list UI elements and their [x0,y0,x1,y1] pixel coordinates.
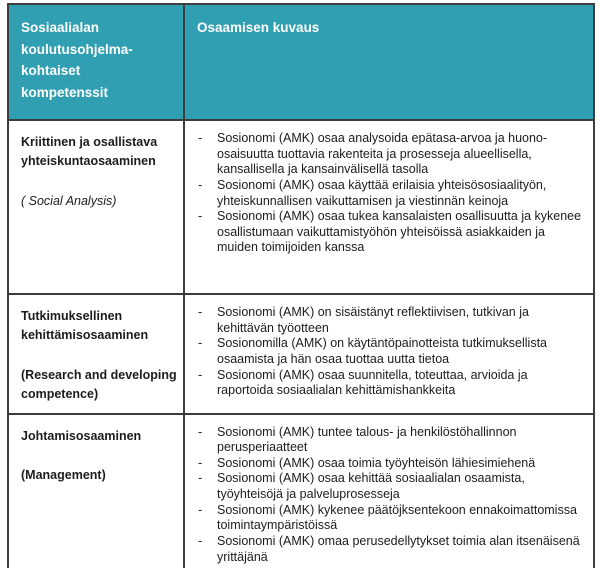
competence-title: Johtamisosaaminen [21,428,142,443]
table-row-social-analysis [8,120,594,294]
competence-cell [8,294,184,414]
bullet-list [185,425,589,566]
bullet-marker: - [198,367,203,382]
header-cell-competences: Sosiaalialan koulutusohjelma-kohtaiset kompetenssit [8,4,184,120]
bullet-text: Sosionomi (AMK) omaa perusedellytykset toimia alan itsenäisenä yrittäjänä [217,533,580,564]
bullet-text: Sosionomi (AMK) kykenee päätöjksentekoon ennakoimattomissa toimintaympäristöissä [217,502,577,533]
bullet-item [185,131,589,178]
bullet-marker: - [198,455,203,470]
bullet-text: Sosionomi (AMK) osaa suunnitella, toteuttaa, arvioida ja raportoida sosiaalialan kehittämishankkeita [217,367,528,398]
bullet-marker: - [198,533,203,548]
bullet-marker: - [198,336,203,351]
table-row-management [8,414,594,568]
competence-cell [8,120,184,294]
competence-title: Tutkimuksellinen kehittämisosaaminen [21,309,149,343]
competence-subtitle: (Research and developing competence) [21,367,177,402]
competence-title: Kriittinen ja osallistava yhteiskuntaosaaminen [21,135,158,169]
bullet-text: Sosionomi (AMK) osaa käyttää erilaisia yhteisösosiaalityön, yhteiskunnallisen vaikuttamisen ja viestinnän keinoja [217,177,547,208]
competence-subtitle: (Management) [21,467,106,482]
table-header-row [8,4,594,120]
bullet-item [185,209,589,256]
bullet-text: Sosionomi (AMK) osaa kehittää sosiaalialan osaamista, työyhteisöjä ja palveluprosesseja [217,471,525,501]
bullet-item [185,368,589,399]
bullet-text: Sosionomi (AMK) osaa toimia työyhteisön lähiesimiehenä [217,455,536,470]
bullet-item [185,336,589,367]
bullet-item [185,503,589,534]
bullet-list [185,131,589,256]
bullet-marker: - [198,305,203,319]
bullet-list [185,305,589,399]
bullet-item [185,178,589,209]
bullet-text: Sosionomilla (AMK) on käytäntöpainotteista tutkimuksellista osaamista ja hän osaa tuottaa uutta tietoa [217,336,548,366]
bullet-marker: - [198,177,203,192]
bullet-marker: - [198,502,203,517]
header-cell-description: Osaamisen kuvaus [184,4,594,120]
competence-table [7,3,595,568]
bullet-text: Sosionomi (AMK) on sisäistänyt reflektiivisen, tutkivan ja kehittävän työotteen [217,305,529,335]
bullet-text: Sosionomi (AMK) osaa tukea kansalaisten osallisuutta ja kykenee osallistumaan vaikuttamistyöhön yhteisöissä asiakkaiden ja muiden toimijoiden kanssa [217,209,582,255]
table-row-research-competence [8,294,594,414]
competence-cell [8,414,184,568]
bullet-marker: - [198,424,203,439]
bullet-marker: - [198,131,203,145]
bullet-marker: - [198,471,203,486]
bullet-item [185,534,589,565]
competence-subtitle: ( Social Analysis) [21,193,117,208]
description-cell [184,120,594,294]
description-cell [184,414,594,568]
bullet-text: Sosionomi (AMK) tuntee talous- ja henkilöstöhallinnon perusperiaatteet [217,424,517,455]
bullet-item [185,425,589,456]
bullet-marker: - [198,209,203,224]
bullet-item [185,471,589,502]
bullet-item [185,305,589,336]
bullet-item [185,456,589,472]
bullet-text: Sosionomi (AMK) osaa analysoida epätasa-arvoa ja huono-osaisuutta tuottavia rakenteita ja prosesseja alueellisella, kansallisella ja kansainvälisellä tasolla [217,131,548,177]
description-cell [184,294,594,414]
